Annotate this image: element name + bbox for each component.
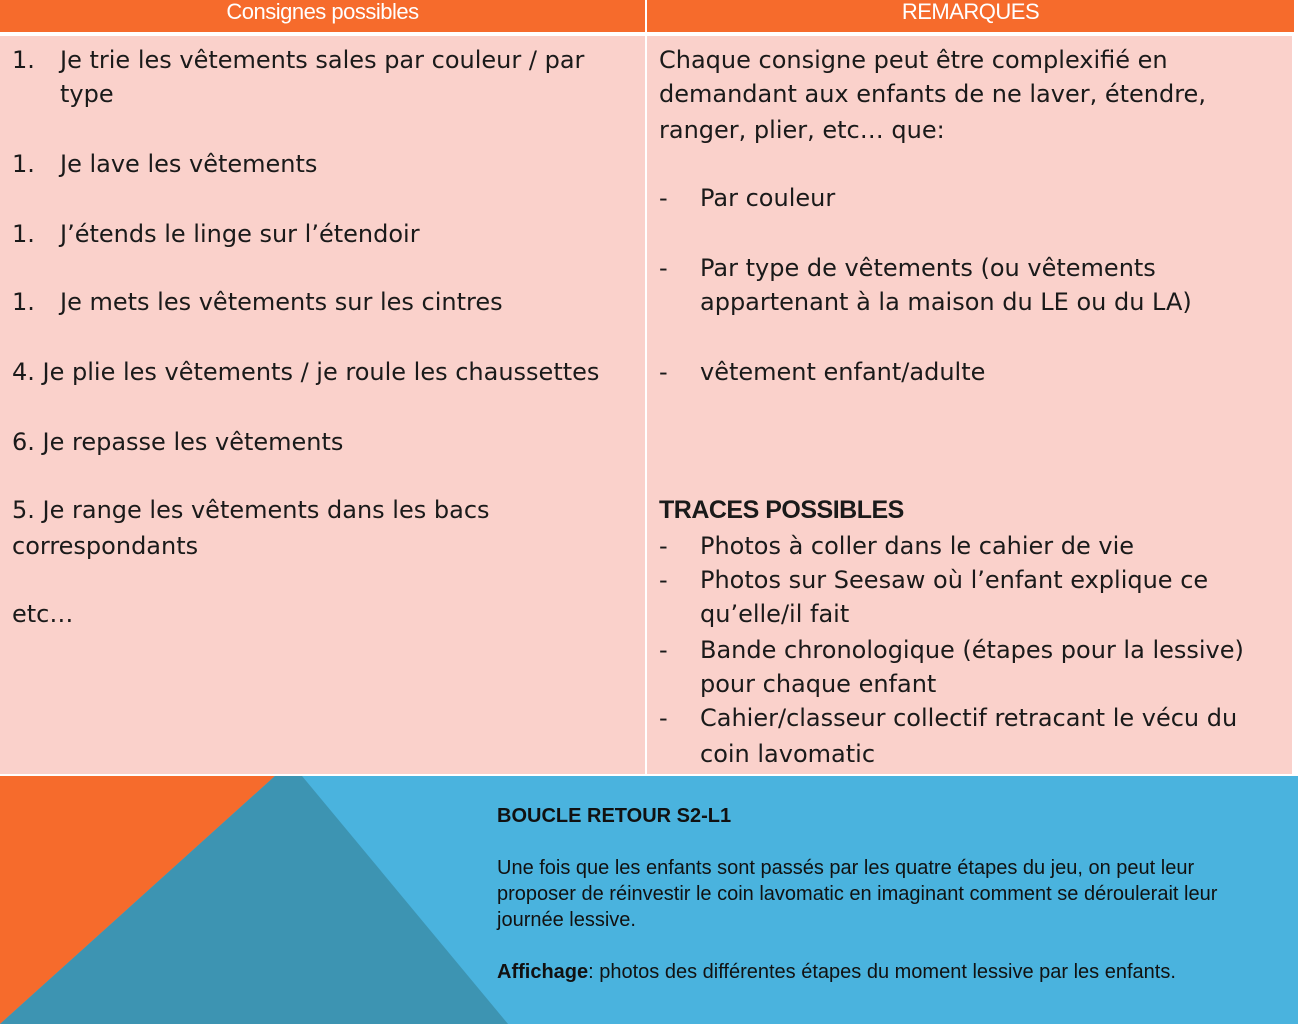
item-number: 1. bbox=[12, 288, 35, 316]
remarque-text: ranger, plier, etc… que: bbox=[659, 116, 945, 144]
item-number: 1. bbox=[12, 46, 35, 74]
consigne-text: Je trie les vêtements sales par couleur / par bbox=[60, 46, 585, 74]
trace-text: pour chaque enfant bbox=[700, 670, 937, 698]
header-consignes: Consignes possibles bbox=[0, 0, 645, 32]
boucle-retour-panel bbox=[0, 776, 1298, 1024]
affichage-label: Affichage bbox=[497, 961, 589, 983]
affichage-line bbox=[497, 959, 1176, 985]
trace-text: coin lavomatic bbox=[700, 740, 876, 768]
consigne-text: J’étends le linge sur l’étendoir bbox=[60, 220, 420, 248]
trace-text: Photos à coller dans le cahier de vie bbox=[700, 532, 1135, 560]
traces-title: TRACES POSSIBLES bbox=[659, 496, 904, 524]
boucle-paragraph-line: Une fois que les enfants sont passés par les quatre étapes du jeu, on peut leur bbox=[497, 857, 1195, 879]
trace-text: Bande chronologique (étapes pour la lessive) bbox=[700, 636, 1244, 664]
consigne-text: etc… bbox=[12, 600, 74, 628]
header-remarques: REMARQUES bbox=[647, 0, 1294, 32]
remarque-text: Chaque consigne peut être complexifié en bbox=[659, 46, 1168, 74]
boucle-paragraph-line: proposer de réinvestir le coin lavomatic en imaginant comment se déroulerait leur bbox=[497, 883, 1218, 905]
trace-text: Cahier/classeur collectif retracant le vécu du bbox=[700, 704, 1238, 732]
remarque-text: demandant aux enfants de ne laver, étendre, bbox=[659, 80, 1206, 108]
trace-text: qu’elle/il fait bbox=[700, 600, 850, 628]
affichage-text: : photos des différentes étapes du moment lessive par les enfants. bbox=[588, 961, 1176, 983]
boucle-paragraph-line: journée lessive. bbox=[497, 909, 636, 931]
cell-remarques bbox=[647, 36, 1292, 774]
bullet-dash: - bbox=[659, 532, 668, 560]
consigne-text: Je mets les vêtements sur les cintres bbox=[60, 288, 503, 316]
item-number: 1. bbox=[12, 220, 35, 248]
bullet-dash: - bbox=[659, 184, 668, 212]
consigne-text: Je lave les vêtements bbox=[60, 150, 318, 178]
consigne-text: correspondants bbox=[12, 532, 199, 560]
bullet-dash: - bbox=[659, 358, 668, 386]
remarque-text: vêtement enfant/adulte bbox=[700, 358, 986, 386]
consigne-text: 5. Je range les vêtements dans les bacs bbox=[12, 496, 490, 524]
remarque-text: Par couleur bbox=[700, 184, 836, 212]
bullet-dash: - bbox=[659, 566, 668, 594]
consigne-text: 4. Je plie les vêtements / je roule les chaussettes bbox=[12, 358, 600, 386]
bullet-dash: - bbox=[659, 254, 668, 282]
consigne-text: 6. Je repasse les vêtements bbox=[12, 428, 344, 456]
remarque-text: Par type de vêtements (ou vêtements bbox=[700, 254, 1156, 282]
boucle-title: BOUCLE RETOUR S2-L1 bbox=[497, 805, 732, 827]
trace-text: Photos sur Seesaw où l’enfant explique ce bbox=[700, 566, 1209, 594]
consigne-text: type bbox=[60, 80, 114, 108]
cell-consignes bbox=[0, 36, 645, 774]
bullet-dash: - bbox=[659, 636, 668, 664]
bullet-dash: - bbox=[659, 704, 668, 732]
item-number: 1. bbox=[12, 150, 35, 178]
remarque-text: appartenant à la maison du LE ou du LA) bbox=[700, 288, 1192, 316]
